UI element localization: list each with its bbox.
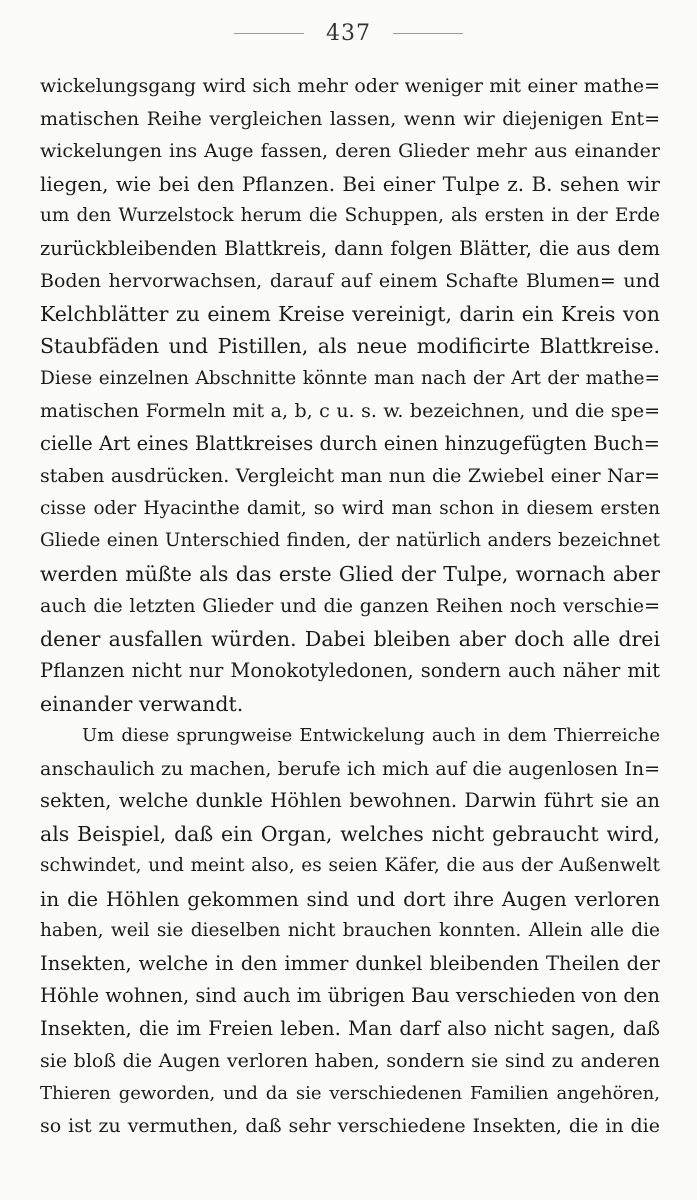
text-line: schwindet, und meint also, es seien Käfer, die aus der Außenwelt (40, 855, 660, 876)
text-line: anschaulich zu machen, berufe ich mich auf die augenlosen In= (40, 757, 660, 780)
text-line: sekten, welche dunkle Höhlen bewohnen. Darwin führt sie an (40, 789, 660, 812)
text-line: cisse oder Hyacinthe damit, so wird man schon in diesem ersten (40, 497, 660, 519)
text-line: auch die letzten Glieder und die ganzen Reihen noch verschie= (40, 595, 660, 617)
page-header (0, 18, 697, 48)
text-line: wickelungsgang wird sich mehr oder weniger mit einer mathe= (40, 75, 660, 97)
text-line: wickelungen ins Auge fassen, deren Glieder mehr aus einander (40, 140, 660, 162)
text-line: matischen Formeln mit a, b, c u. s. w. bezeichnen, und die spe= (40, 400, 660, 422)
page-body (40, 70, 660, 1143)
text-line: werden müßte als das erste Glied der Tulpe, wornach aber (40, 561, 660, 586)
text-line: sie bloß die Augen verloren haben, sondern sie sind zu anderen (40, 1050, 660, 1072)
text-line: Diese einzelnen Abschnitte könnte man nach der Art der mathe= (40, 367, 660, 389)
text-line: haben, weil sie dieselben nicht brauchen konnten. Allein alle die (40, 920, 660, 941)
text-line: um den Wurzelstock herum die Schuppen, als ersten in der Erde (40, 205, 660, 226)
text-line: liegen, wie bei den Pflanzen. Bei einer Tulpe z. B. sehen wir (40, 171, 660, 196)
text-line: Pflanzen nicht nur Monokotyledonen, sondern auch näher mit (40, 659, 660, 682)
text-line: in die Höhlen gekommen sind und dort ihre Augen verloren (40, 886, 660, 911)
text-line: Thieren geworden, und da sie verschiedenen Familien angehören, (40, 1082, 660, 1104)
header-rule-right (393, 33, 463, 34)
text-line: so ist zu vermuthen, daß sehr verschiedene Insekten, die in die (40, 1115, 660, 1137)
text-line: Höhle wohnen, sind auch im übrigen Bau verschieden von den (40, 984, 660, 1007)
text-line: Insekten, welche in den immer dunkel bleibenden Theilen der (40, 951, 660, 975)
text-line: Gliede einen Unterschied finden, der natürlich anders bezeichnet (40, 530, 660, 551)
header-rule-left (234, 33, 304, 34)
text-line: Insekten, die im Freien leben. Man darf also nicht sagen, daß (40, 1016, 660, 1040)
page-number: 437 (326, 20, 371, 46)
text-line: Staubfäden und Pistillen, als neue modificirte Blattkreise. (40, 334, 660, 358)
text-line: cielle Art eines Blattkreises durch einen hinzugefügten Buch= (40, 431, 660, 455)
text-line: staben ausdrücken. Vergleicht man nun die Zwiebel einer Nar= (40, 465, 660, 487)
text-line: dener ausfallen würden. Dabei bleiben aber doch alle drei (40, 626, 660, 651)
text-line: matischen Reihe vergleichen lassen, wenn wir diejenigen Ent= (40, 107, 660, 130)
text-line: Boden hervorwachsen, darauf auf einem Schafte Blumen= und (40, 270, 660, 292)
paragraph (40, 70, 660, 720)
text-line: als Beispiel, daß ein Organ, welches nicht gebraucht wird, (40, 821, 660, 846)
text-line: Um diese sprungweise Entwickelung auch in dem Thierreiche (82, 725, 660, 746)
paragraph (40, 720, 660, 1143)
text-line: einander verwandt. (40, 691, 244, 716)
text-line: Kelchblätter zu einem Kreise vereinigt, darin ein Kreis von (40, 301, 660, 326)
text-line: zurückbleibenden Blattkreis, dann folgen Blätter, die aus dem (40, 236, 660, 260)
